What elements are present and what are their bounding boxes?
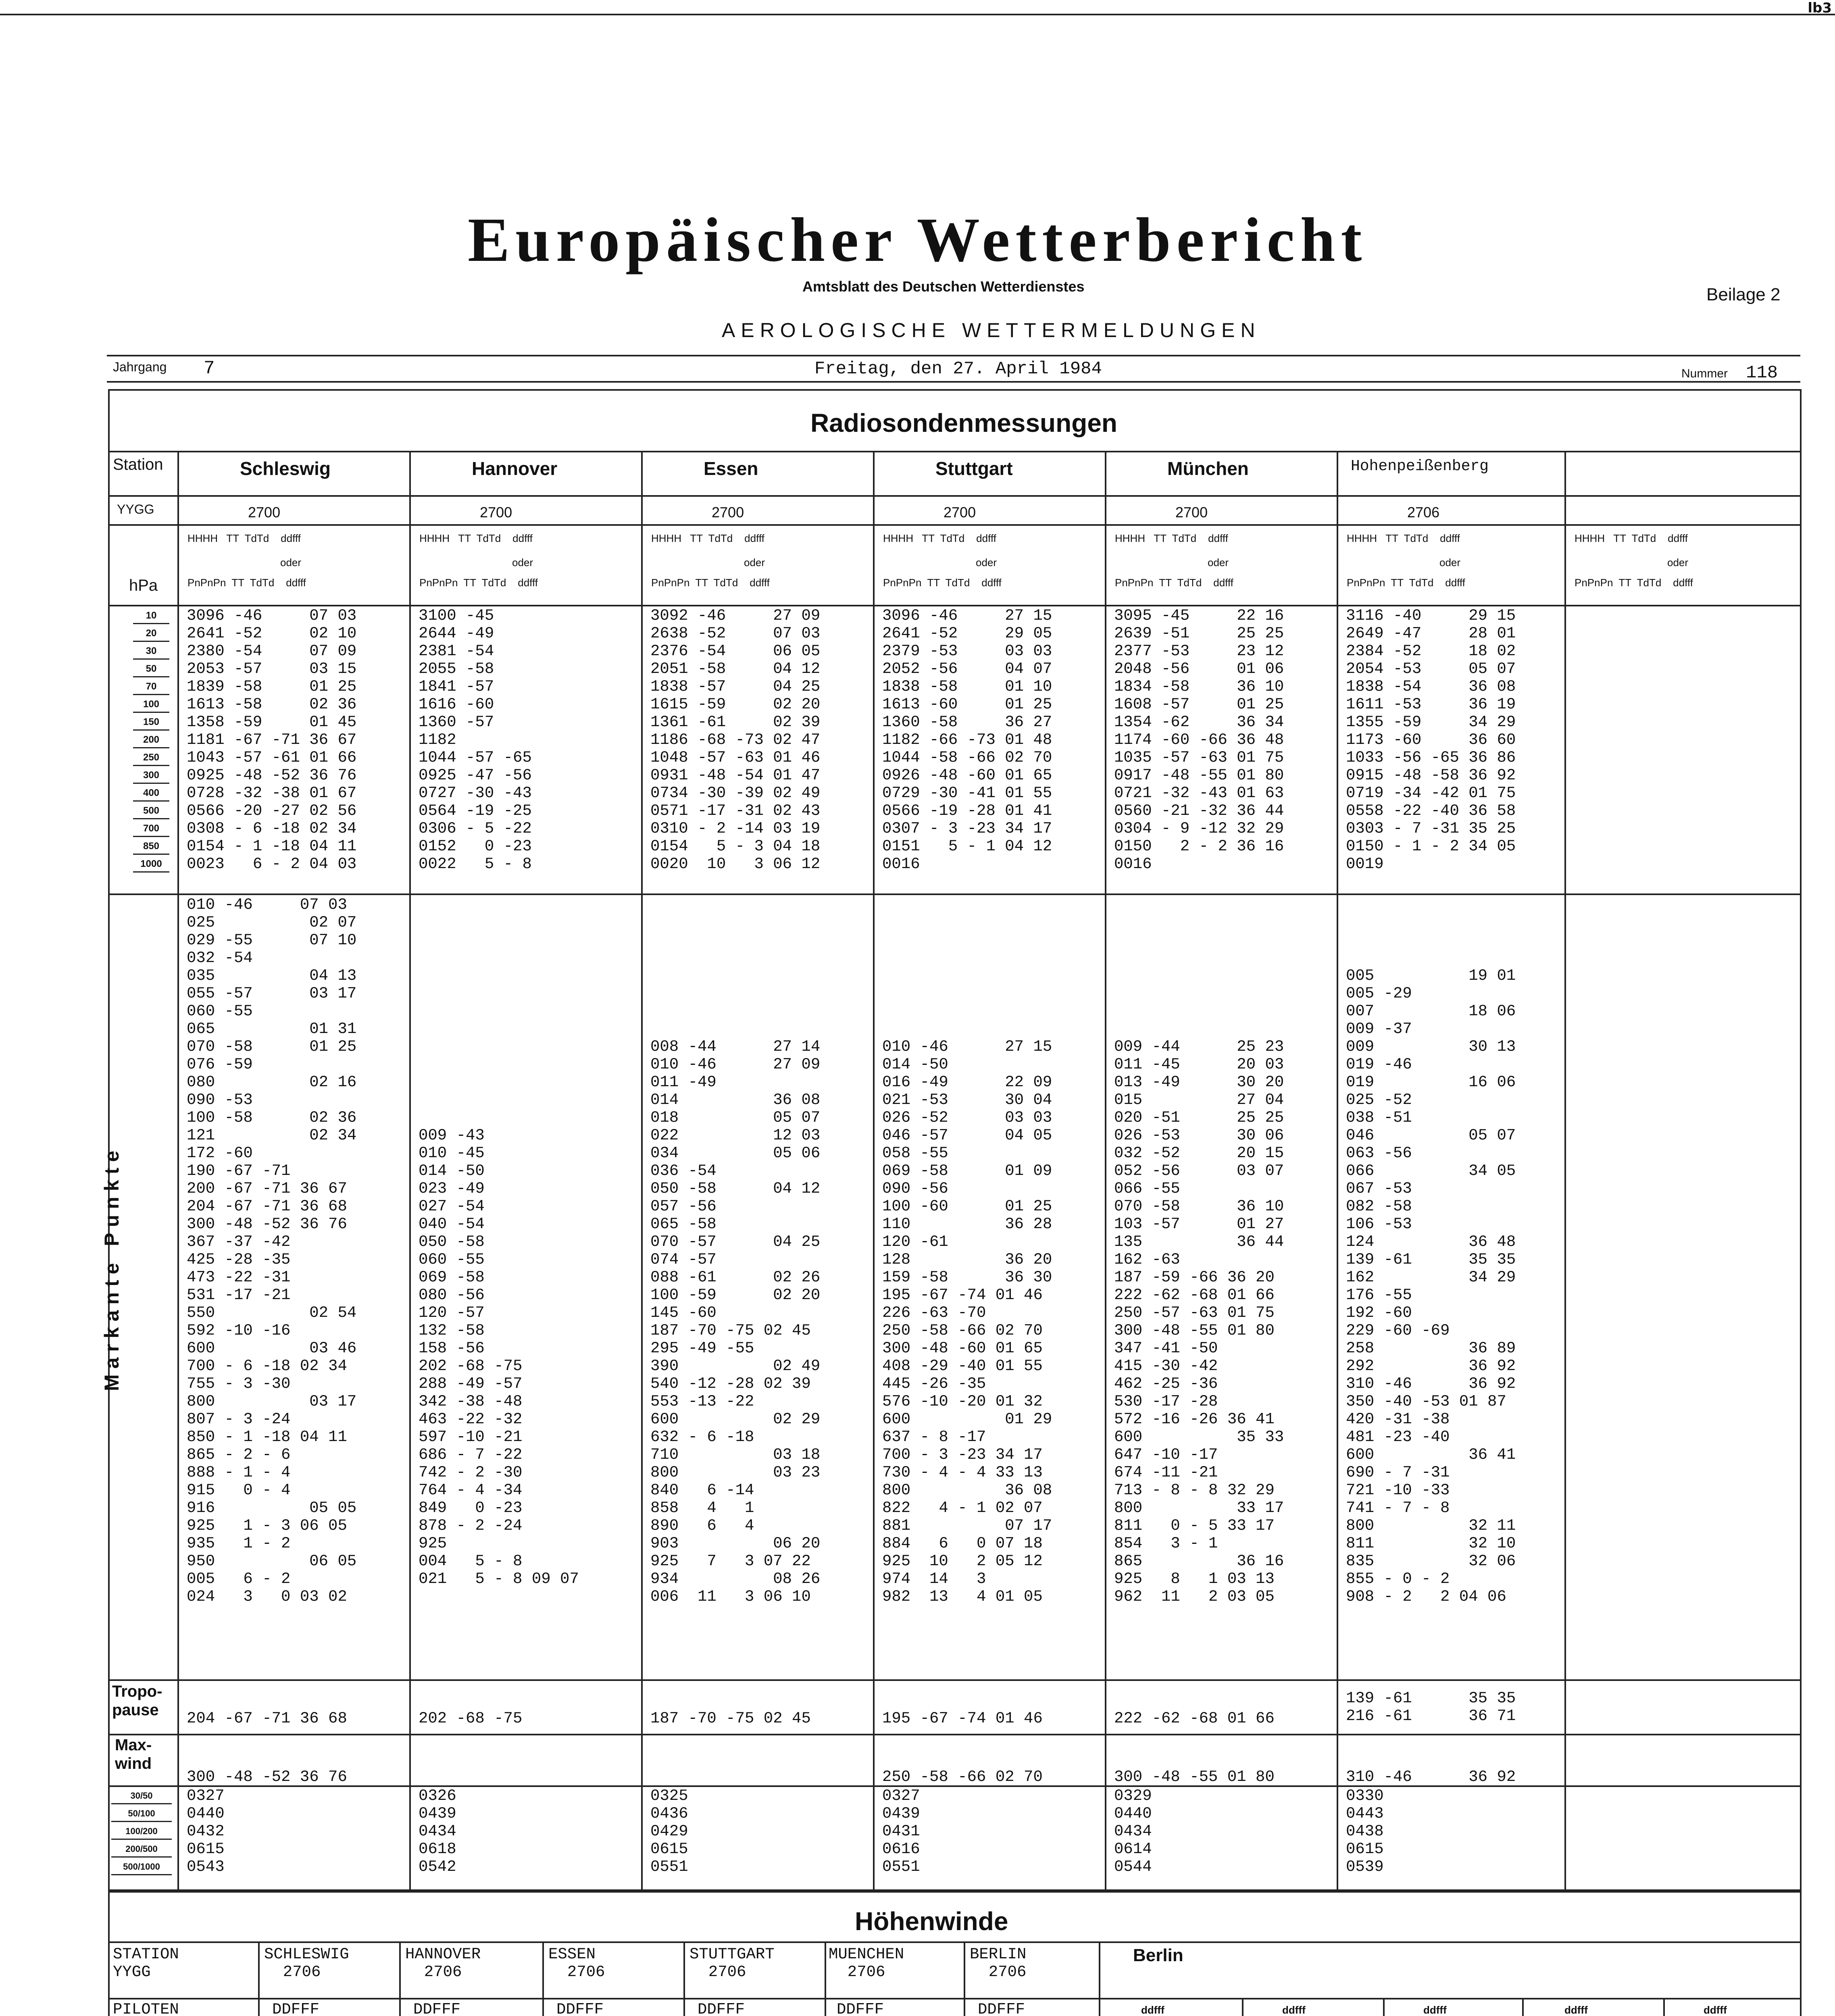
station-name: Schleswig (240, 458, 331, 479)
col-divider-4 (1105, 451, 1106, 1891)
column-head-or: oder (1667, 556, 1689, 569)
maxwind-data: 300 -48 -52 36 76 (187, 1768, 347, 1786)
col-divider-5 (1337, 451, 1338, 1891)
wind-station: ESSEN 2706 (548, 1945, 605, 1981)
tropopause-data: 204 -67 -71 36 68 (187, 1710, 347, 1727)
document-subtitle: Amtsblatt des Deutschen Wetterdienstes (802, 278, 1085, 295)
thickness-data: 0329 0440 0434 0614 0544 (1114, 1787, 1152, 1876)
pressure-level: 850 (133, 839, 169, 855)
yygg-value: 2700 (712, 504, 744, 521)
yygg-value: 2706 (1407, 504, 1440, 521)
pilot-summit: DDFFF (413, 2001, 461, 2016)
significant-level-data: 005 19 01 005 -29 007 18 06 009 -37 009 30 13 019 -46 019 16 06 025 -52 038 -51 046 05 07 063 -56 066 34 05 067 -53 082 -58 106 -53 124 36 48 139 -61 35 35 162 34 29 176 -55 192 -60 229 -60 -69 258 36 89 292 36 92 310 -46 36 92 350 -40 -53 01 87 420 -31 -38 481 -23 -40 600 36 41 690 - 7 -31 721 -10 -33 741 - 7 - 8 800 32 11 811 32 10 835 32 06 855 - 0 - 2 908 - 2 2 04 06 (1346, 967, 1516, 1606)
column-head: HHHH TT TdTd ddfff (187, 532, 301, 544)
column-head-or: oder (1208, 556, 1229, 569)
column-head-or: oder (976, 556, 997, 569)
thickness-data: 0325 0436 0429 0615 0551 (650, 1787, 688, 1876)
berlin-ddfff-head: ddfff (1423, 2004, 1447, 2016)
significant-level-data: 010 -46 27 15 014 -50 016 -49 22 09 021 -53 30 04 026 -52 03 03 046 -57 04 05 058 -55 069 -58 01 09 090 -56 100 -60 01 25 110 36 28 120 -61 128 36 20 159 -58 36 30 195 -67 -74 01 46 226 -63 -70 250 -58 -66 02 70 300 -48 -60 01 65 408 -29 -40 01 55 445 -26 -35 576 -10 -20 01 32 600 01 29 637 - 8 -17 700 - 3 -23 34 17 730 - 4 - 4 33 13 800 36 08 822 4 - 1 02 07 881 07 17 884 6 0 07 18 925 10 2 05 12 974 14 3 982 13 4 01 05 (882, 1038, 1052, 1606)
column-head-or: oder (744, 556, 765, 569)
rule-colhead (108, 605, 1802, 606)
hpa-label: hPa (129, 577, 158, 594)
maxwind-data: 300 -48 -55 01 80 (1114, 1768, 1275, 1786)
pressure-level: 1000 (133, 857, 169, 873)
number-label: Nummer (1681, 367, 1728, 380)
pressure-level: 500 (133, 804, 169, 819)
wind-station-label: STATION YYGG (113, 1945, 179, 1981)
station-name: München (1167, 458, 1249, 479)
header-rule (107, 355, 1800, 356)
column-head: HHHH TT TdTd ddfff (651, 532, 764, 544)
wind-station: SCHLESWIG 2706 (264, 1945, 349, 1981)
standard-level-data: 3095 -45 22 16 2639 -51 25 25 2377 -53 23 12 2048 -56 01 06 1834 -58 36 10 1608 -57 01 25 1354 -62 36 34 1174 -60 -66 36 48 1035 -57 -63 01 75 0917 -48 -55 01 80 0721 -32 -43 01 63 0560 -21 -32 36 44 0304 - 9 -12 32 29 0150 2 - 2 36 16 0016 (1114, 607, 1284, 873)
pressure-level: 250 (133, 750, 169, 766)
wind-col-divider (542, 1941, 544, 2016)
radiosonde-title: Radiosondenmessungen (810, 408, 1117, 437)
yygg-label: YYGG (117, 502, 154, 516)
column-head-or: oder (280, 556, 302, 569)
thickness-layer: 500/1000 (111, 1860, 172, 1875)
rule-standard (108, 893, 1802, 895)
yygg-value: 2700 (248, 504, 281, 521)
column-head-alt: PnPnPn TT TdTd ddfff (1115, 577, 1233, 589)
col-divider-0 (177, 451, 179, 1891)
station-name: Hohenpeißenberg (1351, 458, 1489, 475)
column-head-alt: PnPnPn TT TdTd ddfff (883, 577, 1002, 589)
maxwind-data: 250 -58 -66 02 70 (882, 1768, 1043, 1786)
column-head-alt: PnPnPn TT TdTd ddfff (651, 577, 770, 589)
col-divider-2 (641, 451, 643, 1891)
berlin-header: Berlin (1133, 1945, 1183, 1965)
significant-level-data: 009 -44 25 23 011 -45 20 03 013 -49 30 20 015 27 04 020 -51 25 25 026 -53 30 06 032 -52 20 15 052 -56 03 07 066 -55 070 -58 36 10 103 -57 01 27 135 36 44 162 -63 187 -59 -66 36 20 222 -62 -68 01 66 250 -57 -63 01 75 300 -48 -55 01 80 347 -41 -50 415 -30 -42 462 -25 -36 530 -17 -28 572 -16 -26 36 41 600 35 33 647 -10 -17 674 -11 -21 713 - 8 - 8 32 29 800 33 17 811 0 - 5 33 17 854 3 - 1 865 36 16 925 8 1 03 13 962 11 2 03 05 (1114, 1038, 1284, 1606)
pressure-level: 70 (133, 679, 169, 695)
berlin-ddfff-head: ddfff (1282, 2004, 1306, 2016)
tropopause-data: 139 -61 35 35 216 -61 36 71 (1346, 1689, 1516, 1725)
rule-mark (108, 1679, 1802, 1681)
tropopause-data: 222 -62 -68 01 66 (1114, 1710, 1275, 1727)
wind-col-divider (399, 1941, 401, 2016)
pressure-level: 10 (133, 608, 169, 624)
significant-level-data: 010 -46 07 03 025 02 07 029 -55 07 10 032 -54 035 04 13 055 -57 03 17 060 -55 065 01 31 070 -58 01 25 076 -59 080 02 16 090 -53 100 -58 02 36 121 02 34 172 -60 190 -67 -71 200 -67 -71 36 67 204 -67 -71 36 68 300 -48 -52 36 76 367 -37 -42 425 -28 -35 473 -22 -31 531 -17 -21 550 02 54 592 -10 -16 600 03 46 700 - 6 -18 02 34 755 - 3 -30 800 03 17 807 - 3 -24 850 - 1 -18 04 11 865 - 2 - 6 888 - 1 - 4 915 0 - 4 916 05 05 925 1 - 3 06 05 935 1 - 2 950 06 05 005 6 - 2 024 3 0 03 02 (187, 896, 357, 1606)
hoehenwinde-title: Höhenwinde (855, 1907, 1008, 1936)
thickness-data: 0327 0439 0431 0616 0551 (882, 1787, 920, 1876)
pilot-summit: DDFFF (556, 2001, 604, 2016)
significant-level-data: 008 -44 27 14 010 -46 27 09 011 -49 014 36 08 018 05 07 022 12 03 034 05 06 036 -54 050 -58 04 12 057 -56 065 -58 070 -57 04 25 074 -57 088 -61 02 26 100 -59 02 20 145 -60 187 -70 -75 02 45 295 -49 -55 390 02 49 540 -12 -28 02 39 553 -13 -22 600 02 29 632 - 6 -18 710 03 18 800 03 23 840 6 -14 858 4 1 890 6 4 903 06 20 925 7 3 07 22 934 08 26 006 11 3 06 10 (650, 1038, 821, 1606)
pilot-summit: DDFFF (978, 2001, 1025, 2016)
thickness-layer: 30/50 (111, 1789, 172, 1804)
column-head-or: oder (512, 556, 533, 569)
wind-station: BERLIN 2706 (970, 1945, 1027, 1981)
pressure-level: 400 (133, 786, 169, 802)
number-value: 118 (1746, 363, 1778, 383)
standard-level-data: 3096 -46 07 03 2641 -52 02 10 2380 -54 07 09 2053 -57 03 15 1839 -58 01 25 1613 -58 02 36 1358 -59 01 45 1181 -67 -71 36 67 1043 -57 -61 01 66 0925 -48 -52 36 76 0728 -32 -38 01 67 0566 -20 -27 02 56 0308 - 6 -18 02 34 0154 - 1 -18 04 11 0023 6 - 2 04 03 (187, 607, 357, 873)
berlin-col-divider (1242, 1998, 1243, 2016)
column-head-alt: PnPnPn TT TdTd ddfff (187, 577, 306, 589)
yygg-value: 2700 (1175, 504, 1208, 521)
thickness-data: 0330 0443 0438 0615 0539 (1346, 1787, 1384, 1876)
tropopause-data: 202 -68 -75 (419, 1710, 523, 1727)
volume-value: 7 (204, 358, 215, 379)
wind-station: HANNOVER 2706 (405, 1945, 481, 1981)
col-divider-1 (409, 451, 411, 1891)
column-head: HHHH TT TdTd ddfff (1575, 532, 1688, 544)
standard-level-data: 3096 -46 27 15 2641 -52 29 05 2379 -53 03 03 2052 -56 04 07 1838 -58 01 10 1613 -60 01 25 1360 -58 36 27 1182 -66 -73 01 48 1044 -58 -66 02 70 0926 -48 -60 01 65 0729 -30 -41 01 55 0566 -19 -28 01 41 0307 - 3 -23 34 17 0151 5 - 1 04 12 0016 (882, 607, 1052, 873)
station-name: Hannover (472, 458, 558, 479)
wind-station: MUENCHEN 2706 (829, 1945, 904, 1981)
corner-mark: lb3 (1808, 0, 1832, 16)
col-divider-3 (873, 451, 875, 1891)
supplement-label: Beilage 2 (1706, 285, 1781, 304)
document-title: Europäischer Wetterbericht (468, 205, 1368, 275)
pressure-level: 700 (133, 821, 169, 837)
pilot-summit: DDFFF (272, 2001, 320, 2016)
thickness-layer: 100/200 (111, 1824, 172, 1840)
top-rule (0, 14, 1835, 15)
berlin-ddfff-head: ddfff (1564, 2004, 1588, 2016)
column-head-or: oder (1439, 556, 1461, 569)
pressure-level: 150 (133, 715, 169, 731)
tropopause-data: 195 -67 -74 01 46 (882, 1710, 1043, 1727)
pressure-level: 20 (133, 626, 169, 642)
markante-punkte-label: Markante Punkte (100, 1145, 123, 1391)
station-name: Essen (704, 458, 758, 479)
standard-level-data: 3092 -46 27 09 2638 -52 07 03 2376 -54 06 05 2051 -58 04 12 1838 -57 04 25 1615 -59 02 20 1361 -61 02 39 1186 -68 -73 02 47 1048 -57 -63 01 46 0931 -48 -54 01 47 0734 -30 -39 02 49 0571 -17 -31 02 43 0310 - 2 -14 03 19 0154 5 - 3 04 18 0020 10 3 06 12 (650, 607, 821, 873)
issue-date: Freitag, den 27. April 1984 (814, 359, 1102, 379)
maxwind-data: 310 -46 36 92 (1346, 1768, 1516, 1786)
wind-col-divider (825, 1941, 826, 2016)
wind-rule-stations (108, 1998, 1802, 1999)
volume-label: Jahrgang (113, 360, 167, 374)
tropopause-label: Tropo- pause (112, 1683, 162, 1719)
pressure-level: 200 (133, 733, 169, 748)
pressure-level: 300 (133, 768, 169, 784)
pilot-summit: DDFFF (698, 2001, 745, 2016)
section-caption: AEROLOGISCHE WETTERMELDUNGEN (722, 319, 1261, 342)
significant-level-data: 009 -43 010 -45 014 -50 023 -49 027 -54 040 -54 050 -58 060 -55 069 -58 080 -56 120 -57 132 -58 158 -56 202 -68 -75 288 -49 -57 342 -38 -48 463 -22 -32 597 -10 -21 686 - 7 -22 742 - 2 -30 764 - 4 -34 849 0 -23 878 - 2 -24 925 004 5 - 8 021 5 - 8 09 07 (419, 1127, 579, 1588)
column-head: HHHH TT TdTd ddfff (883, 532, 996, 544)
berlin-col-divider (1663, 1998, 1665, 2016)
wind-station: STUTTGART 2706 (689, 1945, 775, 1981)
maxwind-label: Max- wind (115, 1736, 152, 1772)
standard-level-data: 3116 -40 29 15 2649 -47 28 01 2384 -52 18 02 2054 -53 05 07 1838 -54 36 08 1611 -53 36 19 1355 -59 34 29 1173 -60 36 60 1033 -56 -65 36 86 0915 -48 -58 36 92 0719 -34 -42 01 75 0558 -22 -40 36 58 0303 - 7 -31 35 25 0150 - 1 - 2 34 05 0019 (1346, 607, 1516, 873)
wind-col-divider (964, 1941, 965, 2016)
rule-tropo (108, 1734, 1802, 1735)
header-rule-2 (107, 381, 1800, 383)
wind-col-divider (683, 1941, 685, 2016)
thickness-layer: 200/500 (111, 1842, 172, 1858)
berlin-ddfff-head: ddfff (1704, 2004, 1727, 2016)
pressure-level: 50 (133, 662, 169, 677)
thickness-data: 0326 0439 0434 0618 0542 (419, 1787, 456, 1876)
thickness-layer: 50/100 (111, 1806, 172, 1822)
pilot-label: PILOTEN (113, 2001, 179, 2016)
thickness-data: 0327 0440 0432 0615 0543 (187, 1787, 225, 1876)
col-divider-6 (1564, 451, 1566, 1891)
pressure-level: 100 (133, 697, 169, 713)
tropopause-data: 187 -70 -75 02 45 (650, 1710, 811, 1727)
pilot-summit: DDFFF (837, 2001, 884, 2016)
column-head: HHHH TT TdTd ddfff (1347, 532, 1460, 544)
column-head: HHHH TT TdTd ddfff (1115, 532, 1228, 544)
rule-yygg (108, 495, 1802, 497)
yygg-value: 2700 (480, 504, 512, 521)
berlin-col-divider (1383, 1998, 1385, 2016)
station-name: Stuttgart (935, 458, 1013, 479)
standard-level-data: 3100 -45 2644 -49 2381 -54 2055 -58 1841 -57 1616 -60 1360 -57 1182 1044 -57 -65 0925 -47 -56 0727 -30 -43 0564 -19 -25 0306 - 5 -22 0152 0 -23 0022 5 - 8 (419, 607, 532, 873)
column-head-alt: PnPnPn TT TdTd ddfff (1347, 577, 1465, 589)
column-head-alt: PnPnPn TT TdTd ddfff (419, 577, 538, 589)
berlin-ddfff-head: ddfff (1141, 2004, 1164, 2016)
column-head: HHHH TT TdTd ddfff (419, 532, 533, 544)
berlin-col-divider (1522, 1998, 1524, 2016)
wind-col-divider (258, 1941, 260, 2016)
pressure-level: 30 (133, 644, 169, 660)
station-label: Station (113, 456, 163, 473)
rule-stations (108, 451, 1802, 452)
rule-yygg-bottom (108, 524, 1802, 526)
yygg-value: 2700 (944, 504, 976, 521)
wind-col-divider (1099, 1941, 1100, 2016)
wind-rule-top (108, 1941, 1802, 1943)
column-head-alt: PnPnPn TT TdTd ddfff (1575, 577, 1693, 589)
